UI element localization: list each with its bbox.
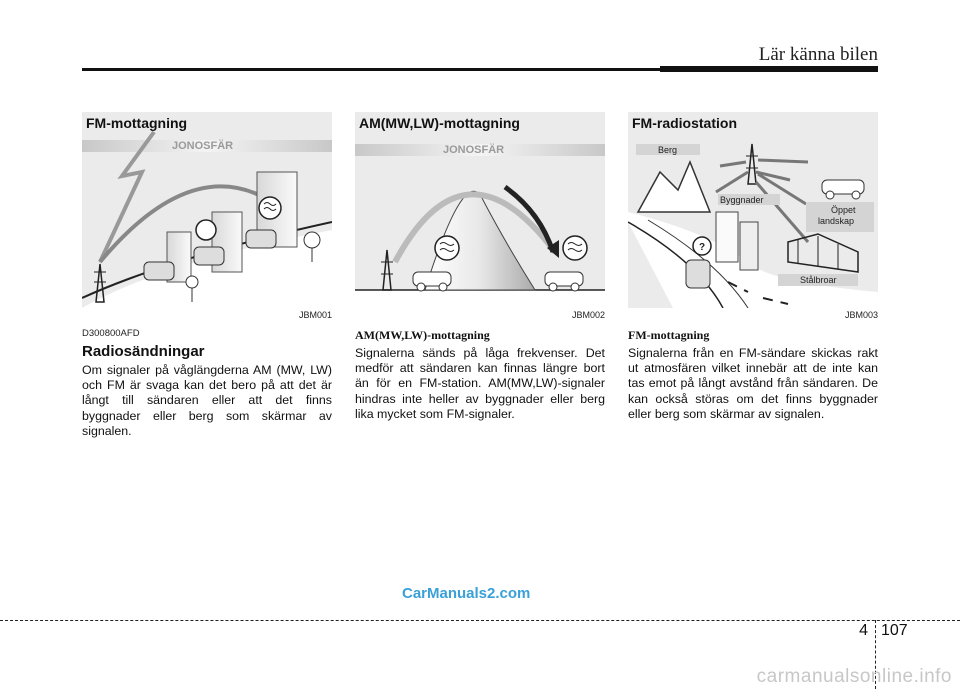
column-fm-station: [628, 112, 878, 422]
section-body: Signalerna sänds på låga frekvenser. Det medför att sändaren kan finnas längre bort än för en FM-station. AM(MW,LW)-signaler hindras inte heller av byggnader eller berg lika mycket som FM-signaler.: [355, 346, 605, 421]
site-watermark: carmanualsonline.info: [756, 666, 952, 687]
figure-fm-reception: [82, 112, 332, 308]
figure-fm-station: [628, 112, 878, 308]
column-fm-reception: [82, 112, 332, 439]
header-rule-accent: [660, 66, 878, 72]
figure-title: FM-radiostation: [632, 115, 737, 131]
section-code: D300800AFD: [82, 328, 140, 339]
label-buildings: Byggnader: [720, 195, 764, 205]
transmitter-tower-icon: [381, 250, 393, 290]
svg-text:?: ?: [699, 242, 706, 253]
chapter-title: Lär känna bilen: [758, 44, 878, 65]
section-body: Signalerna från en FM-sändare skickas rakt ut atmosfären vilket innebär att de inte kan tas emot på långt avstånd från sändaren. De kan också störas om det finns byggnader eller berg som skärmar av signalen.: [628, 346, 878, 421]
figure-title: FM-mottagning: [86, 115, 188, 131]
figure-code: JBM001: [298, 310, 332, 320]
figure-am-reception: [355, 112, 605, 308]
chapter-number: 4: [859, 622, 868, 639]
section-heading: FM-mottagning: [628, 328, 710, 342]
figure-code: JBM003: [844, 310, 878, 320]
section-body: Om signaler på våglängderna AM (MW, LW) och FM är svaga kan det bero på att det är långt till sändaren eller att det finns byggnader eller berg som skärmar av signalen.: [82, 363, 332, 438]
footer-rule: [0, 620, 960, 621]
section-heading: AM(MW,LW)-mottagning: [355, 328, 490, 342]
fm-station-illustration: [628, 112, 878, 308]
am-reception-illustration: [355, 112, 605, 308]
band-label: JONOSFÄR: [172, 140, 234, 152]
label-mountain: Berg: [658, 145, 678, 155]
transmitter-tower-icon: [94, 264, 106, 302]
fm-reception-illustration: [82, 112, 332, 308]
section-heading: Radiosändningar: [82, 343, 205, 360]
transmitter-tower-icon: [746, 144, 758, 184]
watermark-link[interactable]: CarManuals2.com: [402, 585, 531, 602]
figure-title: AM(MW,LW)-mottagning: [359, 115, 520, 131]
label-open-land: Öppet landskap: [818, 205, 856, 226]
figure-code: JBM002: [571, 310, 605, 320]
band-label: JONOSFÄR: [443, 144, 505, 156]
page-number: 107: [881, 622, 908, 639]
column-am-reception: [355, 112, 605, 422]
label-bridges: Stålbroar: [800, 275, 837, 285]
